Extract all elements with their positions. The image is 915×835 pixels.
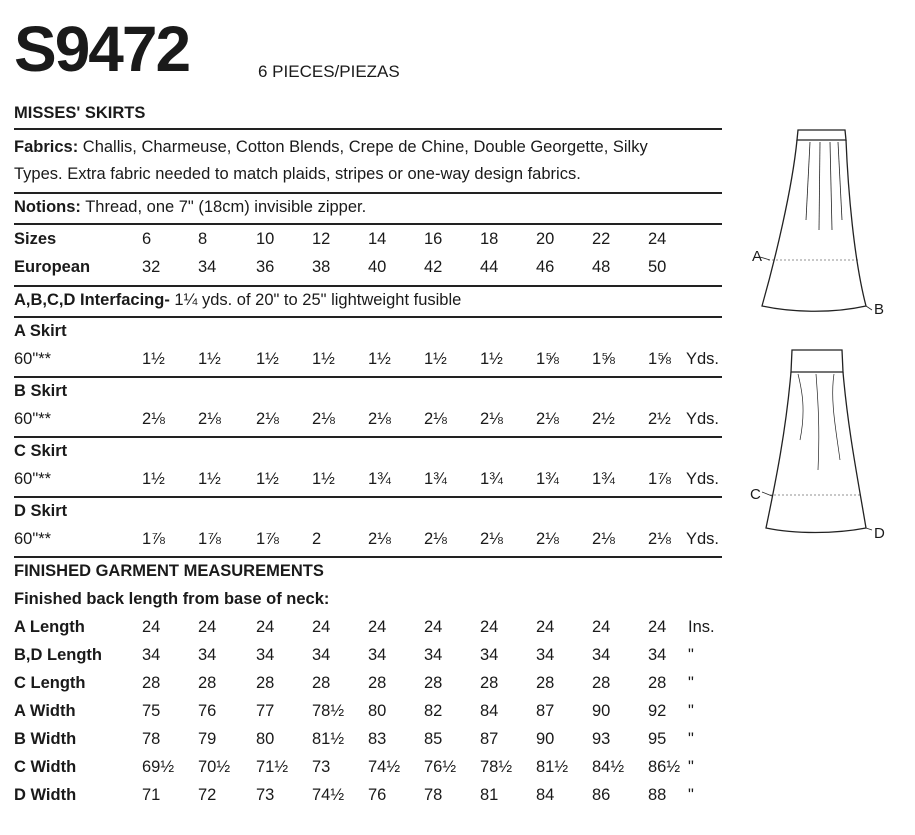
notions-line (14, 198, 366, 217)
yardage-cell: 2⅛ (312, 410, 335, 428)
measurement-unit: " (688, 758, 694, 776)
measurement-cell: 77 (256, 702, 275, 720)
measurement-cell: 78 (142, 730, 161, 748)
measurement-cell: 34 (198, 646, 217, 664)
measurement-cell: 78 (424, 786, 443, 804)
garment-title: MISSES' SKIRTS (14, 104, 146, 122)
measurement-cell: 28 (256, 674, 275, 692)
measurement-cell: 24 (648, 618, 667, 636)
measurement-unit: " (688, 674, 694, 692)
yardage-cell: 2½ (648, 410, 671, 428)
divider (14, 496, 722, 498)
measurement-label: D Width (14, 786, 77, 804)
measurement-cell: 34 (368, 646, 387, 664)
measurement-cell: 84½ (592, 758, 625, 776)
view-label-d: D (874, 525, 885, 540)
measurement-unit: " (688, 730, 694, 748)
measurement-cell: 28 (424, 674, 443, 692)
notions-text: Thread, one 7" (18cm) invisible zipper. (80, 198, 367, 216)
interfacing-line (14, 291, 461, 310)
pattern-number: S9472 (14, 13, 190, 85)
yardage-cell: 1⅞ (648, 470, 671, 488)
measurement-cell: 34 (424, 646, 443, 664)
interfacing-text: 1¼ yds. of 20" to 25" lightweight fusible (169, 291, 462, 309)
yardage-unit: Yds. (686, 530, 720, 548)
measurement-unit: Ins. (688, 618, 715, 636)
measurement-cell: 76 (198, 702, 217, 720)
view-label-b: B (874, 301, 885, 318)
measurement-cell: 28 (312, 674, 331, 692)
measurement-cell: 86 (592, 786, 611, 804)
measurement-cell: 24 (198, 618, 217, 636)
measurement-cell: 90 (536, 730, 555, 748)
yardage-cell: 1⅝ (648, 350, 671, 368)
yardage-cell: 2⅛ (536, 530, 559, 548)
yardage-cell: 1⅞ (198, 530, 221, 548)
european-label: European (14, 258, 91, 276)
size-cell: 14 (368, 230, 387, 248)
measurement-cell: 81 (480, 786, 499, 804)
size-cell: 38 (312, 258, 331, 276)
measurement-cell: 86½ (648, 758, 681, 776)
fabrics-label: Fabrics: (14, 138, 79, 156)
interfacing-label: A,B,C,D Interfacing- (14, 291, 170, 309)
view-label-a: A (752, 248, 763, 265)
measurement-cell: 80 (368, 702, 387, 720)
fabrics-line-2: Types. Extra fabric needed to match plaids, stripes or one-way design fabrics. (14, 165, 581, 183)
measurement-cell: 24 (592, 618, 611, 636)
size-cell: 6 (142, 230, 152, 248)
measurement-cell: 87 (536, 702, 555, 720)
yardage-cell: 1¾ (368, 470, 391, 488)
yardage-cell: 1½ (368, 350, 391, 368)
measurement-cell: 28 (368, 674, 387, 692)
yardage-cell: 1½ (256, 470, 279, 488)
measurement-label: A Length (14, 618, 85, 636)
divider (14, 192, 722, 194)
measurement-cell: 24 (368, 618, 387, 636)
divider (14, 556, 722, 558)
size-cell: 42 (424, 258, 443, 276)
measurement-unit: " (688, 646, 694, 664)
measurement-cell: 24 (536, 618, 555, 636)
size-cell: 16 (424, 230, 443, 248)
measurement-cell: 34 (648, 646, 667, 664)
yardage-cell: 2½ (592, 410, 615, 428)
size-cell: 50 (648, 258, 667, 276)
divider (14, 223, 722, 225)
size-cell: 20 (536, 230, 555, 248)
yardage-view-name: B Skirt (14, 382, 68, 400)
size-cell: 18 (480, 230, 499, 248)
yardage-cell: 1¾ (424, 470, 447, 488)
measurement-cell: 74½ (368, 758, 401, 776)
yardage-cell: 1½ (198, 350, 221, 368)
measurement-cell: 28 (648, 674, 667, 692)
yardage-unit: Yds. (686, 350, 720, 368)
yardage-cell: 2⅛ (480, 410, 503, 428)
measurement-cell: 79 (198, 730, 217, 748)
measurement-unit: " (688, 786, 694, 804)
measurement-cell: 24 (424, 618, 443, 636)
divider (14, 128, 722, 130)
divider (14, 316, 722, 318)
measurement-cell: 24 (312, 618, 331, 636)
yardage-view-name: C Skirt (14, 442, 68, 460)
view-label-c: C (750, 486, 761, 503)
measurement-cell: 24 (480, 618, 499, 636)
size-cell: 22 (592, 230, 611, 248)
yardage-cell: 2⅛ (480, 530, 503, 548)
size-cell: 36 (256, 258, 275, 276)
measurement-cell: 88 (648, 786, 667, 804)
skirt-a-b-drawing (760, 130, 872, 311)
measurement-cell: 24 (256, 618, 275, 636)
measurement-cell: 85 (424, 730, 443, 748)
yardage-cell: 1⅞ (256, 530, 279, 548)
fabrics-text: Challis, Charmeuse, Cotton Blends, Crepe de Chine, Double Georgette, Silky (78, 138, 648, 156)
measurement-cell: 84 (480, 702, 499, 720)
yardage-cell: 2⅛ (256, 410, 279, 428)
measurement-cell: 84 (536, 786, 555, 804)
measurement-cell: 28 (142, 674, 161, 692)
measurement-cell: 90 (592, 702, 611, 720)
measurement-label: B Width (14, 730, 77, 748)
measurement-cell: 74½ (312, 786, 345, 804)
yardage-cell: 2⅛ (424, 530, 447, 548)
yardage-cell: 1⅝ (592, 350, 615, 368)
yardage-view-name: D Skirt (14, 502, 68, 520)
measurement-cell: 76½ (424, 758, 457, 776)
finished-title: FINISHED GARMENT MEASUREMENTS (14, 562, 324, 580)
yardage-cell: 2⅛ (368, 530, 391, 548)
measurement-cell: 71 (142, 786, 161, 804)
yardage-cell: 1⅝ (536, 350, 559, 368)
yardage-unit: Yds. (686, 410, 720, 428)
yardage-cell: 2⅛ (648, 530, 671, 548)
fabric-width: 60"** (14, 470, 52, 488)
measurement-cell: 34 (256, 646, 275, 664)
measurement-cell: 28 (480, 674, 499, 692)
measurement-label: C Length (14, 674, 86, 692)
measurement-cell: 81½ (536, 758, 569, 776)
yardage-cell: 2⅛ (198, 410, 221, 428)
fabrics-line-1 (14, 138, 648, 157)
fabric-width: 60"** (14, 410, 52, 428)
yardage-cell: 1½ (424, 350, 447, 368)
measurement-cell: 73 (256, 786, 275, 804)
measurement-label: B,D Length (14, 646, 102, 664)
size-cell: 46 (536, 258, 555, 276)
measurement-label: C Width (14, 758, 77, 776)
measurement-cell: 28 (592, 674, 611, 692)
measurement-cell: 28 (536, 674, 555, 692)
notions-label: Notions: (14, 198, 81, 216)
yardage-cell: 2⅛ (424, 410, 447, 428)
piece-count: 6 PIECES/PIEZAS (258, 62, 400, 81)
measurement-cell: 34 (592, 646, 611, 664)
yardage-cell: 1½ (198, 470, 221, 488)
finished-subtitle: Finished back length from base of neck: (14, 590, 330, 608)
yardage-cell: 1¾ (536, 470, 559, 488)
yardage-view-name: A Skirt (14, 322, 67, 340)
measurement-cell: 92 (648, 702, 667, 720)
measurement-cell: 34 (536, 646, 555, 664)
measurement-unit: " (688, 702, 694, 720)
skirt-c-d-drawing (762, 350, 872, 533)
yardage-cell: 1¾ (480, 470, 503, 488)
measurement-cell: 24 (142, 618, 161, 636)
size-cell: 44 (480, 258, 499, 276)
measurement-cell: 93 (592, 730, 611, 748)
yardage-cell: 2⅛ (536, 410, 559, 428)
yardage-cell: 1½ (142, 350, 165, 368)
measurement-cell: 34 (312, 646, 331, 664)
measurement-cell: 80 (256, 730, 275, 748)
yardage-cell: 1½ (312, 350, 335, 368)
yardage-cell: 1½ (142, 470, 165, 488)
yardage-unit: Yds. (686, 470, 720, 488)
size-cell: 32 (142, 258, 161, 276)
divider (14, 376, 722, 378)
size-cell: 10 (256, 230, 275, 248)
measurement-cell: 28 (198, 674, 217, 692)
size-cell: 8 (198, 230, 208, 248)
measurement-cell: 78½ (312, 702, 345, 720)
fabric-width: 60"** (14, 350, 52, 368)
measurement-cell: 82 (424, 702, 443, 720)
size-cell: 48 (592, 258, 611, 276)
skirt-illustrations (740, 110, 910, 540)
size-cell: 12 (312, 230, 331, 248)
size-cell: 40 (368, 258, 387, 276)
measurement-cell: 78½ (480, 758, 513, 776)
yardage-cell: 2 (312, 530, 322, 548)
measurement-cell: 81½ (312, 730, 345, 748)
fabric-width: 60"** (14, 530, 52, 548)
yardage-cell: 2⅛ (592, 530, 615, 548)
divider (14, 285, 722, 287)
measurement-label: A Width (14, 702, 76, 720)
size-cell: 34 (198, 258, 217, 276)
yardage-cell: 1½ (256, 350, 279, 368)
yardage-cell: 1½ (312, 470, 335, 488)
measurement-cell: 95 (648, 730, 667, 748)
measurement-cell: 71½ (256, 758, 289, 776)
yardage-cell: 2⅛ (142, 410, 165, 428)
measurement-cell: 75 (142, 702, 161, 720)
measurement-cell: 70½ (198, 758, 231, 776)
sizes-label: Sizes (14, 230, 57, 248)
measurement-cell: 34 (480, 646, 499, 664)
measurement-cell: 34 (142, 646, 161, 664)
size-cell: 24 (648, 230, 667, 248)
measurement-cell: 69½ (142, 758, 175, 776)
measurement-cell: 87 (480, 730, 499, 748)
measurement-cell: 83 (368, 730, 387, 748)
yardage-cell: 1⅞ (142, 530, 165, 548)
divider (14, 436, 722, 438)
yardage-cell: 1¾ (592, 470, 615, 488)
yardage-cell: 2⅛ (368, 410, 391, 428)
measurement-cell: 73 (312, 758, 331, 776)
yardage-cell: 1½ (480, 350, 503, 368)
measurement-cell: 72 (198, 786, 217, 804)
measurement-cell: 76 (368, 786, 387, 804)
